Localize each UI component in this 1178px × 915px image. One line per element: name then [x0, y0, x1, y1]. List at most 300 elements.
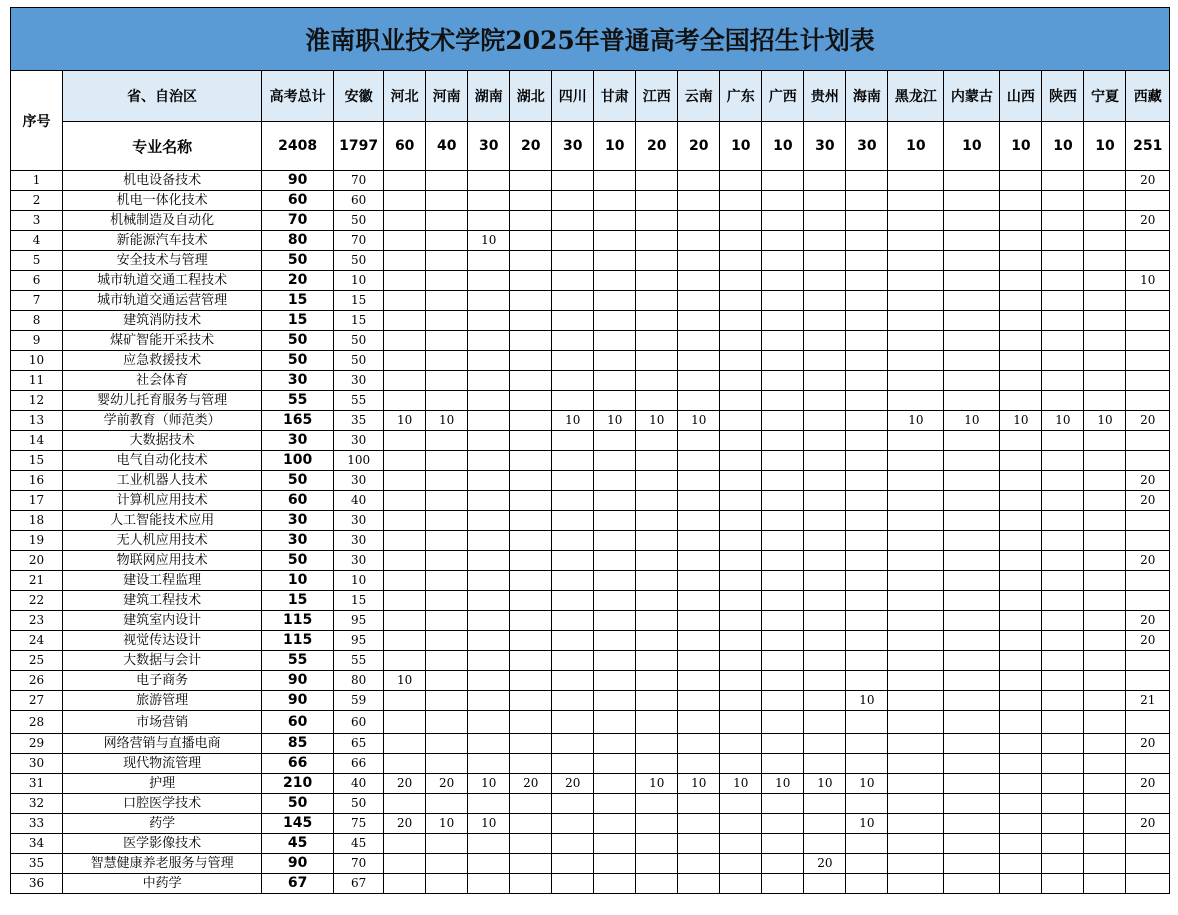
plan-count: 10 [468, 814, 510, 834]
plan-count [804, 491, 846, 511]
plan-count [678, 171, 720, 191]
row-number: 11 [11, 371, 63, 391]
plan-count [384, 431, 426, 451]
plan-count [762, 734, 804, 754]
region-header: 省、自治区 [63, 71, 262, 122]
plan-count [1126, 834, 1170, 854]
plan-count [846, 351, 888, 371]
plan-count [846, 251, 888, 271]
plan-count [468, 631, 510, 651]
plan-count [468, 854, 510, 874]
plan-count [804, 571, 846, 591]
plan-count [1084, 711, 1126, 734]
plan-count [846, 631, 888, 651]
table-row [11, 171, 1170, 191]
plan-count [636, 491, 678, 511]
plan-count [594, 571, 636, 591]
plan-count: 10 [762, 774, 804, 794]
plan-count [846, 854, 888, 874]
plan-count [552, 551, 594, 571]
plan-count [804, 211, 846, 231]
plan-count [1126, 754, 1170, 774]
plan-count: 95 [334, 631, 384, 651]
plan-count [1000, 834, 1042, 854]
plan-count [944, 691, 1000, 711]
plan-count [944, 754, 1000, 774]
plan-count: 20 [1126, 471, 1170, 491]
plan-count [720, 754, 762, 774]
table-row [11, 231, 1170, 251]
plan-count [636, 191, 678, 211]
plan-count [888, 451, 944, 471]
plan-count [720, 511, 762, 531]
plan-count: 50 [334, 351, 384, 371]
plan-count [510, 754, 552, 774]
plan-count [678, 691, 720, 711]
plan-count [1126, 854, 1170, 874]
plan-count [636, 271, 678, 291]
plan-count [468, 754, 510, 774]
plan-count [510, 391, 552, 411]
plan-count [678, 431, 720, 451]
plan-count [804, 171, 846, 191]
plan-count: 66 [334, 754, 384, 774]
province-total: 30 [468, 122, 510, 171]
plan-count [468, 671, 510, 691]
plan-count: 10 [636, 411, 678, 431]
plan-count [720, 331, 762, 351]
plan-count [762, 411, 804, 431]
plan-count [636, 291, 678, 311]
plan-count [888, 834, 944, 854]
plan-count [384, 611, 426, 631]
plan-count [1084, 611, 1126, 631]
plan-count [762, 691, 804, 711]
major-name: 建筑工程技术 [63, 591, 262, 611]
plan-count [552, 874, 594, 894]
plan-count: 70 [334, 231, 384, 251]
row-number: 25 [11, 651, 63, 671]
plan-count [804, 551, 846, 571]
plan-count [1084, 691, 1126, 711]
plan-count: 60 [334, 711, 384, 734]
major-name: 智慧健康养老服务与管理 [63, 854, 262, 874]
plan-count [426, 551, 468, 571]
plan-count [804, 754, 846, 774]
plan-count: 55 [334, 391, 384, 411]
row-number: 29 [11, 734, 63, 754]
plan-count [1126, 794, 1170, 814]
plan-count [762, 191, 804, 211]
plan-count [720, 371, 762, 391]
plan-count [762, 251, 804, 271]
plan-count [1000, 291, 1042, 311]
plan-count [804, 191, 846, 211]
plan-count [552, 531, 594, 551]
plan-count: 20 [552, 774, 594, 794]
plan-count [1042, 631, 1084, 651]
plan-count [384, 471, 426, 491]
plan-count: 10 [1042, 411, 1084, 431]
plan-count [804, 411, 846, 431]
plan-count [1042, 271, 1084, 291]
plan-count [888, 874, 944, 894]
plan-count [426, 651, 468, 671]
plan-count [510, 451, 552, 471]
province-header: 安徽 [334, 71, 384, 122]
table-row [11, 251, 1170, 271]
plan-count [384, 511, 426, 531]
plan-count [636, 834, 678, 854]
plan-count [552, 271, 594, 291]
plan-count [1126, 191, 1170, 211]
plan-count [888, 191, 944, 211]
plan-count [720, 391, 762, 411]
title-row [11, 8, 1170, 71]
plan-count [1084, 511, 1126, 531]
plan-count [1000, 591, 1042, 611]
plan-count [1084, 631, 1126, 651]
province-header: 广东 [720, 71, 762, 122]
province-header: 河南 [426, 71, 468, 122]
plan-count: 10 [334, 571, 384, 591]
row-total: 90 [262, 671, 334, 691]
plan-count [1000, 211, 1042, 231]
plan-count [678, 311, 720, 331]
plan-count [1084, 471, 1126, 491]
plan-count [678, 491, 720, 511]
plan-count [944, 191, 1000, 211]
row-number: 22 [11, 591, 63, 611]
plan-count [720, 611, 762, 631]
row-total: 90 [262, 171, 334, 191]
plan-count [426, 251, 468, 271]
plan-count [636, 431, 678, 451]
plan-count [594, 471, 636, 491]
plan-count [1126, 531, 1170, 551]
major-name: 视觉传达设计 [63, 631, 262, 651]
plan-count [804, 651, 846, 671]
plan-count [552, 611, 594, 631]
plan-count [678, 291, 720, 311]
plan-count: 15 [334, 591, 384, 611]
plan-count [636, 311, 678, 331]
row-total: 55 [262, 651, 334, 671]
plan-count [944, 511, 1000, 531]
plan-count [468, 191, 510, 211]
plan-count [510, 794, 552, 814]
table-row [11, 814, 1170, 834]
plan-count [720, 291, 762, 311]
plan-count [678, 251, 720, 271]
plan-count [762, 451, 804, 471]
table-title: 淮南职业技术学院2025年普通高考全国招生计划表 [11, 8, 1170, 71]
plan-count [762, 351, 804, 371]
plan-count [552, 854, 594, 874]
major-name: 市场营销 [63, 711, 262, 734]
total-header: 高考总计 [262, 71, 334, 122]
plan-count [426, 371, 468, 391]
major-name: 口腔医学技术 [63, 794, 262, 814]
major-name: 建筑室内设计 [63, 611, 262, 631]
plan-count: 20 [1126, 171, 1170, 191]
plan-count [1084, 171, 1126, 191]
province-header: 陕西 [1042, 71, 1084, 122]
province-header: 贵州 [804, 71, 846, 122]
table-row [11, 491, 1170, 511]
plan-count [1042, 711, 1084, 734]
plan-count [888, 691, 944, 711]
plan-count [510, 331, 552, 351]
plan-count [846, 531, 888, 551]
plan-count [888, 491, 944, 511]
plan-count [678, 814, 720, 834]
plan-count [468, 271, 510, 291]
row-number: 35 [11, 854, 63, 874]
plan-count [720, 231, 762, 251]
plan-count: 21 [1126, 691, 1170, 711]
plan-count [426, 511, 468, 531]
plan-count [846, 291, 888, 311]
plan-count: 55 [334, 651, 384, 671]
plan-count [720, 691, 762, 711]
plan-count [762, 331, 804, 351]
plan-count [384, 591, 426, 611]
row-total: 45 [262, 834, 334, 854]
table-row [11, 311, 1170, 331]
major-header: 专业名称 [63, 122, 262, 171]
province-total: 30 [846, 122, 888, 171]
plan-count [384, 854, 426, 874]
plan-count [804, 591, 846, 611]
row-number: 15 [11, 451, 63, 471]
plan-count [426, 291, 468, 311]
plan-count: 10 [384, 671, 426, 691]
plan-count [762, 491, 804, 511]
plan-count [846, 591, 888, 611]
plan-count [846, 551, 888, 571]
plan-count [944, 351, 1000, 371]
plan-count [762, 854, 804, 874]
plan-count: 20 [804, 854, 846, 874]
plan-count [944, 311, 1000, 331]
plan-count: 10 [944, 411, 1000, 431]
plan-count [552, 391, 594, 411]
plan-count [846, 411, 888, 431]
plan-count [426, 231, 468, 251]
plan-count [1084, 211, 1126, 231]
plan-count [510, 551, 552, 571]
plan-count [510, 711, 552, 734]
plan-count [846, 734, 888, 754]
province-header: 西藏 [1126, 71, 1170, 122]
plan-count [762, 291, 804, 311]
plan-count [552, 651, 594, 671]
plan-count [944, 734, 1000, 754]
serial-header: 序号 [11, 71, 63, 171]
plan-count [552, 511, 594, 531]
plan-count: 20 [510, 774, 552, 794]
plan-count [846, 834, 888, 854]
plan-count: 20 [1126, 774, 1170, 794]
row-total: 60 [262, 711, 334, 734]
plan-count [678, 854, 720, 874]
plan-count: 50 [334, 794, 384, 814]
plan-count [720, 854, 762, 874]
plan-count [384, 271, 426, 291]
plan-count: 75 [334, 814, 384, 834]
plan-count [1126, 291, 1170, 311]
plan-count [720, 411, 762, 431]
plan-count [468, 511, 510, 531]
plan-count [1000, 611, 1042, 631]
plan-count: 50 [334, 251, 384, 271]
plan-count [1042, 491, 1084, 511]
plan-count [426, 711, 468, 734]
row-number: 3 [11, 211, 63, 231]
row-total: 60 [262, 191, 334, 211]
plan-count [1042, 251, 1084, 271]
plan-count [804, 511, 846, 531]
plan-count: 20 [1126, 411, 1170, 431]
plan-count [720, 591, 762, 611]
plan-count: 20 [1126, 631, 1170, 651]
plan-count [944, 431, 1000, 451]
plan-count [1000, 271, 1042, 291]
plan-count [1084, 671, 1126, 691]
plan-count [888, 351, 944, 371]
plan-count [1000, 471, 1042, 491]
plan-count [552, 631, 594, 651]
row-number: 4 [11, 231, 63, 251]
province-header: 四川 [552, 71, 594, 122]
plan-count [804, 631, 846, 651]
plan-count [594, 331, 636, 351]
plan-count [468, 531, 510, 551]
table-row [11, 691, 1170, 711]
plan-count [1000, 531, 1042, 551]
plan-count: 20 [1126, 551, 1170, 571]
plan-count [888, 631, 944, 651]
province-header-row [11, 71, 1170, 122]
table-row [11, 431, 1170, 451]
plan-count: 10 [594, 411, 636, 431]
plan-count [594, 611, 636, 631]
table-row [11, 671, 1170, 691]
plan-count [636, 794, 678, 814]
plan-count [762, 311, 804, 331]
plan-count [720, 874, 762, 894]
province-header: 山西 [1000, 71, 1042, 122]
plan-count [678, 671, 720, 691]
plan-count [468, 794, 510, 814]
table-row [11, 471, 1170, 491]
plan-count [468, 211, 510, 231]
plan-count [552, 371, 594, 391]
plan-count [1084, 391, 1126, 411]
plan-count [594, 391, 636, 411]
plan-count [384, 251, 426, 271]
table-row [11, 734, 1170, 754]
province-header: 甘肃 [594, 71, 636, 122]
plan-count [1126, 671, 1170, 691]
plan-count [1042, 231, 1084, 251]
row-number: 9 [11, 331, 63, 351]
plan-count [1000, 651, 1042, 671]
plan-count [384, 631, 426, 651]
plan-count [804, 814, 846, 834]
plan-count [1000, 391, 1042, 411]
plan-count: 10 [426, 814, 468, 834]
plan-count [888, 371, 944, 391]
plan-count: 10 [384, 411, 426, 431]
plan-count [426, 471, 468, 491]
plan-count [594, 191, 636, 211]
plan-count: 70 [334, 854, 384, 874]
plan-count [804, 874, 846, 894]
plan-count [1084, 814, 1126, 834]
plan-count [804, 471, 846, 491]
plan-count [1084, 531, 1126, 551]
plan-count [636, 734, 678, 754]
plan-count [636, 691, 678, 711]
plan-count [846, 794, 888, 814]
plan-count [1000, 331, 1042, 351]
plan-count [1084, 331, 1126, 351]
plan-count [636, 651, 678, 671]
plan-count: 59 [334, 691, 384, 711]
plan-count [510, 874, 552, 894]
plan-count [426, 391, 468, 411]
plan-count [1042, 874, 1084, 894]
plan-count [594, 291, 636, 311]
row-total: 50 [262, 794, 334, 814]
plan-count [594, 814, 636, 834]
plan-count [552, 331, 594, 351]
plan-count [944, 371, 1000, 391]
plan-count [1000, 671, 1042, 691]
plan-count [678, 571, 720, 591]
plan-count [678, 834, 720, 854]
plan-count [1000, 711, 1042, 734]
plan-count [510, 311, 552, 331]
plan-count [720, 551, 762, 571]
plan-count [510, 351, 552, 371]
plan-count [510, 491, 552, 511]
plan-count [384, 551, 426, 571]
plan-count [888, 211, 944, 231]
plan-count: 10 [1084, 411, 1126, 431]
plan-count [720, 351, 762, 371]
plan-count [1000, 754, 1042, 774]
plan-count [1042, 671, 1084, 691]
plan-count [944, 391, 1000, 411]
row-total: 50 [262, 551, 334, 571]
plan-count: 30 [334, 471, 384, 491]
plan-count [1000, 774, 1042, 794]
plan-count [1000, 171, 1042, 191]
plan-count [1042, 351, 1084, 371]
plan-count [944, 854, 1000, 874]
plan-count [636, 611, 678, 631]
plan-count [944, 171, 1000, 191]
plan-count [1126, 391, 1170, 411]
table-row [11, 191, 1170, 211]
plan-count [1084, 571, 1126, 591]
plan-count [944, 774, 1000, 794]
plan-count [846, 651, 888, 671]
plan-count [426, 191, 468, 211]
